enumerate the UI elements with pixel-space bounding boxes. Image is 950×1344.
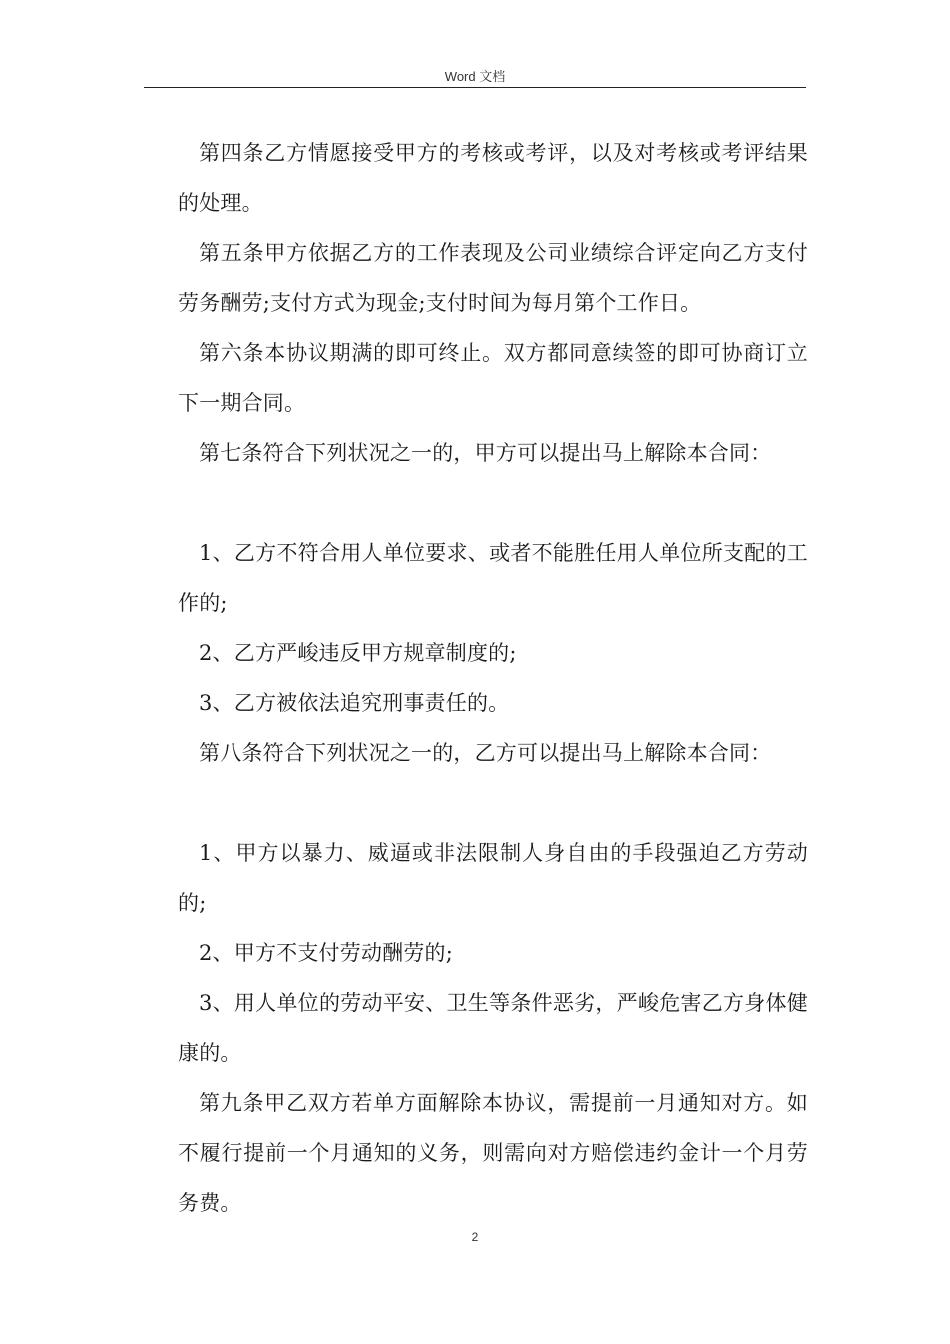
header-divider: [144, 87, 806, 88]
list-item: 2、甲方不支付劳动酬劳的;: [199, 941, 454, 965]
blank-line: [178, 778, 808, 828]
list-item: 1、乙方不符合用人单位要求、或者不能胜任用人单位所支配的工作的;: [178, 541, 808, 615]
list-item: 3、用人单位的劳动平安、卫生等条件恶劣，严峻危害乙方身体健康的。: [178, 991, 808, 1065]
list-item: 2、乙方严峻违反甲方规章制度的;: [199, 641, 517, 665]
page-header: Word 文档: [444, 69, 506, 84]
paragraph-article-7: 第七条符合下列状况之一的，甲方可以提出马上解除本合同：: [199, 441, 772, 465]
paragraph-article-5: 第五条甲方依据乙方的工作表现及公司业绩综合评定向乙方支付劳务酬劳;支付方式为现金;支付时间为每月第个工作日。: [178, 241, 808, 315]
blank-line: [178, 478, 808, 528]
paragraph-article-9: 第九条甲乙双方若单方面解除本协议，需提前一月通知对方。如不履行提前一个月通知的义务，则需向对方赔偿违约金计一个月劳务费。: [178, 1091, 808, 1215]
document-body: [178, 128, 808, 1228]
page-number: 2: [471, 1230, 479, 1244]
paragraph-article-4: 第四条乙方情愿接受甲方的考核或考评，以及对考核或考评结果的处理。: [178, 141, 808, 215]
list-item: 1、甲方以暴力、威逼或非法限制人身自由的手段强迫乙方劳动的;: [178, 841, 808, 915]
list-item: 3、乙方被依法追究刑事责任的。: [199, 691, 510, 715]
paragraph-article-6: 第六条本协议期满的即可终止。双方都同意续签的即可协商订立下一期合同。: [178, 341, 808, 415]
paragraph-article-8: 第八条符合下列状况之一的，乙方可以提出马上解除本合同：: [199, 741, 772, 765]
